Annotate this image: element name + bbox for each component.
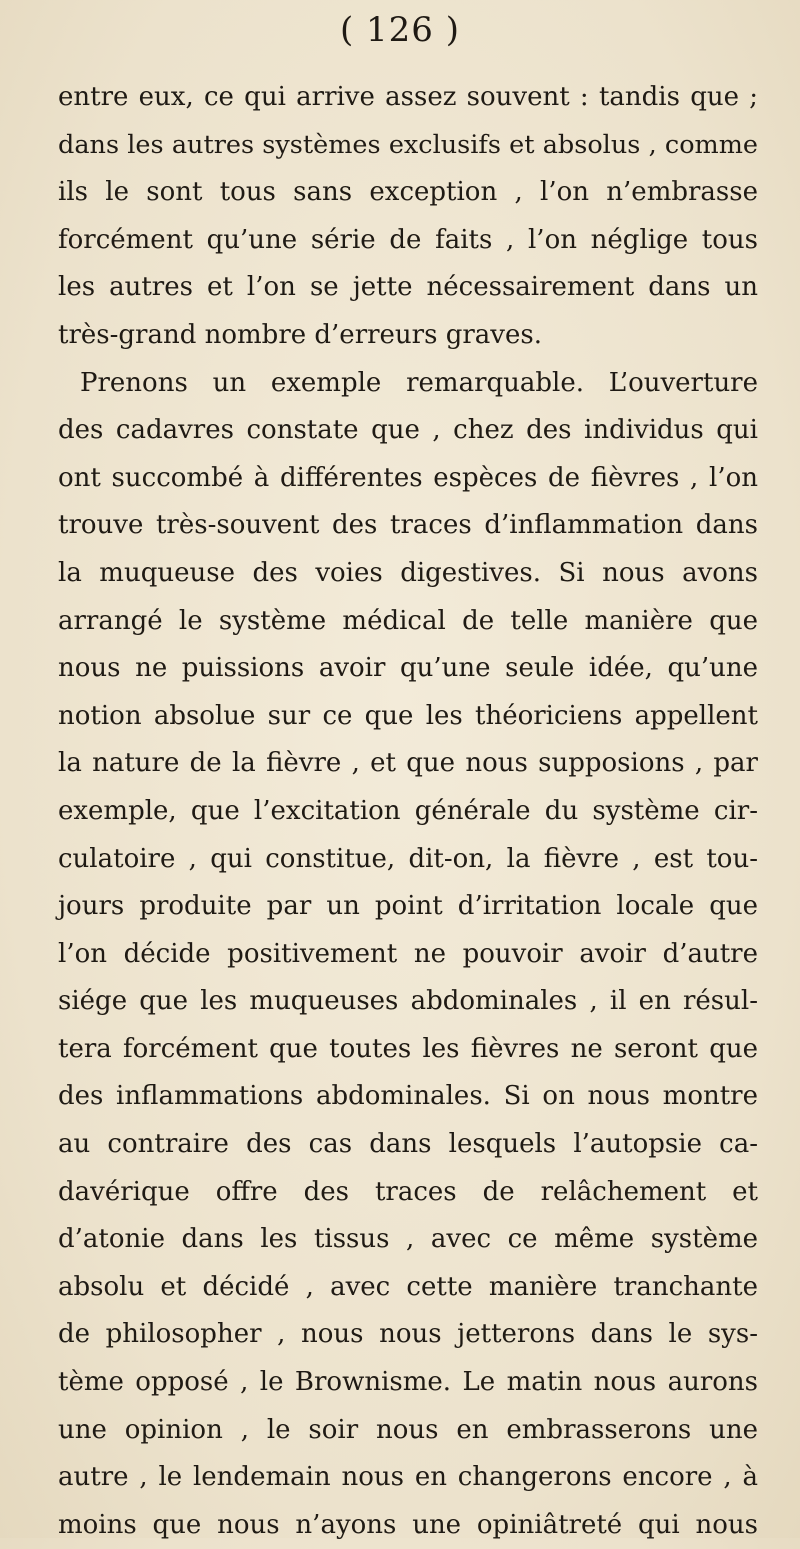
text-line: tème opposé , le Brownisme. Le matin nous aurons (58, 1367, 758, 1398)
text-line: forcément qu’une série de faits , l’on néglige tous (58, 224, 758, 255)
text-line: des inflammations abdominales. Si on nous montre (58, 1081, 758, 1112)
text-line: notion absolue sur ce que les théoriciens appellent (58, 700, 758, 731)
text-line: l’on décide positivement ne pouvoir avoir d’autre (58, 938, 758, 969)
text-line: tera forcément que toutes les fièvres ne seront que (58, 1033, 758, 1064)
text-line: ils le sont tous sans exception , l’on n’embrasse (58, 177, 758, 208)
text-line: autre , le lendemain nous en changerons encore , à (58, 1462, 758, 1493)
text-line: au contraire des cas dans lesquels l’autopsie ca- (58, 1129, 758, 1160)
text-line: dans les autres systèmes exclusifs et absolus , comme (58, 129, 758, 160)
text-line: Prenons un exemple remarquable. L’ouverture (80, 367, 758, 398)
text-line: moins que nous n’ayons une opiniâtreté qui nous (58, 1509, 758, 1540)
text-line: entre eux, ce qui arrive assez souvent : tandis que ; (58, 82, 758, 112)
text-line: arrangé le système médical de telle manière que (58, 605, 758, 636)
text-line: ont succombé à différentes espèces de fièvres , l’on (58, 462, 758, 493)
text-line: très-grand nombre d’erreurs graves. (58, 319, 542, 350)
text-line: une opinion , le soir nous en embrasserons une (58, 1414, 758, 1445)
text-line: exemple, que l’excitation générale du système cir- (58, 795, 758, 826)
text-line: davérique offre des traces de relâchement et (58, 1176, 758, 1207)
text-line: siége que les muqueuses abdominales , il en résul- (58, 986, 758, 1017)
page-body-text (58, 74, 758, 1549)
text-line: jours produite par un point d’irritation locale que (58, 891, 758, 922)
text-line: trouve très-souvent des traces d’inflammation dans (58, 510, 758, 541)
text-line: de philosopher , nous nous jetterons dans le sys- (58, 1319, 758, 1350)
text-line: la muqueuse des voies digestives. Si nous avons (58, 557, 758, 588)
text-line: des cadavres constate que , chez des individus qui (58, 415, 758, 446)
text-line: absolu et décidé , avec cette manière tranchante (58, 1271, 758, 1302)
text-line: nous ne puissions avoir qu’une seule idée, qu’une (58, 653, 758, 684)
text-line: d’atonie dans les tissus , avec ce même système (58, 1224, 758, 1255)
text-line: la nature de la fièvre , et que nous supposions , par (58, 748, 758, 779)
text-line: culatoire , qui constitue, dit-on, la fièvre , est tou- (58, 843, 758, 874)
page-number: ( 126 ) (339, 10, 461, 50)
text-line: les autres et l’on se jette nécessairement dans un (58, 272, 758, 303)
